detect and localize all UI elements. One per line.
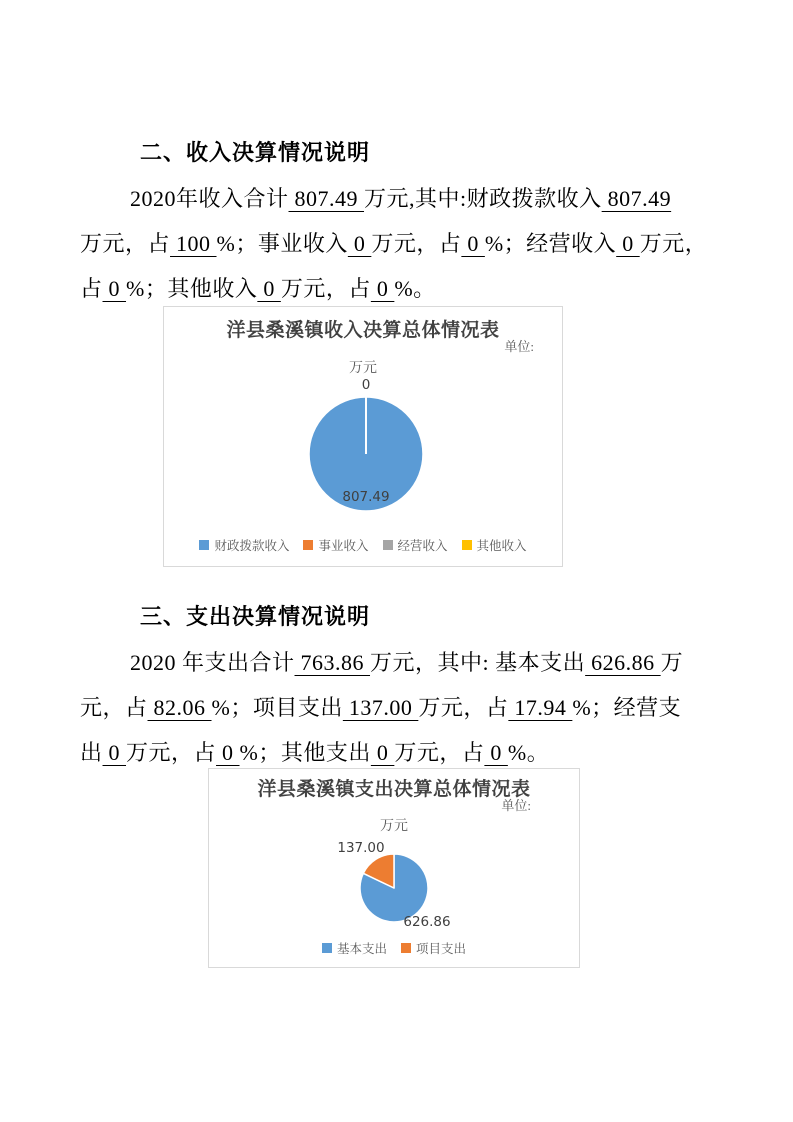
pie-data-label-zero: 0 — [361, 377, 371, 393]
pie-data-label-basic: 626.86 — [403, 914, 451, 930]
expenditure-legend — [209, 939, 579, 957]
legend-label: 经营收入 — [397, 538, 448, 553]
expenditure-pie-chart — [208, 768, 580, 968]
chart-title: 洋县桑溪镇支出决算总体情况表 — [257, 778, 531, 800]
legend-swatch-blue-icon — [199, 540, 209, 550]
chart-unit-value: 万元 — [349, 361, 377, 376]
legend-label: 基本支出 — [336, 941, 387, 956]
pie-data-label-project: 137.00 — [337, 840, 385, 856]
legend-item — [462, 536, 527, 554]
section-heading-expenditure: 三、支出决算情况说明 — [140, 605, 371, 630]
legend-label: 财政拨款收入 — [214, 538, 290, 553]
legend-item — [401, 939, 466, 957]
income-paragraph: 2020年收入合计 807.49 万元,其中:财政拨款收入 807.49 万元，占 100 %；事业收入 0 万元，占 0 %；经营收入 0 万元， 占 0 %；其他收入 0 万元，占 0 %。 — [80, 186, 708, 301]
chart-title: 洋县桑溪镇收入决算总体情况表 — [226, 319, 500, 341]
legend-swatch-orange-icon — [401, 943, 411, 953]
pie-data-label-main: 807.49 — [342, 489, 390, 505]
legend-item — [383, 536, 448, 554]
section-heading-income: 二、收入决算情况说明 — [140, 141, 371, 166]
legend-label: 其他收入 — [476, 538, 527, 553]
chart-unit-label: 单位: — [501, 798, 531, 813]
legend-swatch-gray-icon — [383, 540, 393, 550]
income-pie-chart — [163, 306, 563, 567]
legend-item — [199, 536, 289, 554]
legend-item — [303, 536, 368, 554]
chart-unit-value: 万元 — [380, 819, 408, 834]
legend-swatch-yellow-icon — [462, 540, 472, 550]
legend-item — [322, 939, 387, 957]
expenditure-paragraph: 2020 年支出合计 763.86 万元，其中: 基本支出 626.86 万 元，占 82.06 %；项目支出 137.00 万元，占 17.94 %；经营支 出 0 万元，占 0 %；其他支出 0 万元，占 0 %。 — [80, 650, 684, 765]
income-legend — [164, 536, 562, 554]
legend-swatch-orange-icon — [303, 540, 313, 550]
chart-unit-label: 单位: — [504, 339, 534, 354]
legend-label: 事业收入 — [318, 538, 369, 553]
legend-label: 项目支出 — [416, 941, 467, 956]
legend-swatch-blue-icon — [322, 943, 332, 953]
